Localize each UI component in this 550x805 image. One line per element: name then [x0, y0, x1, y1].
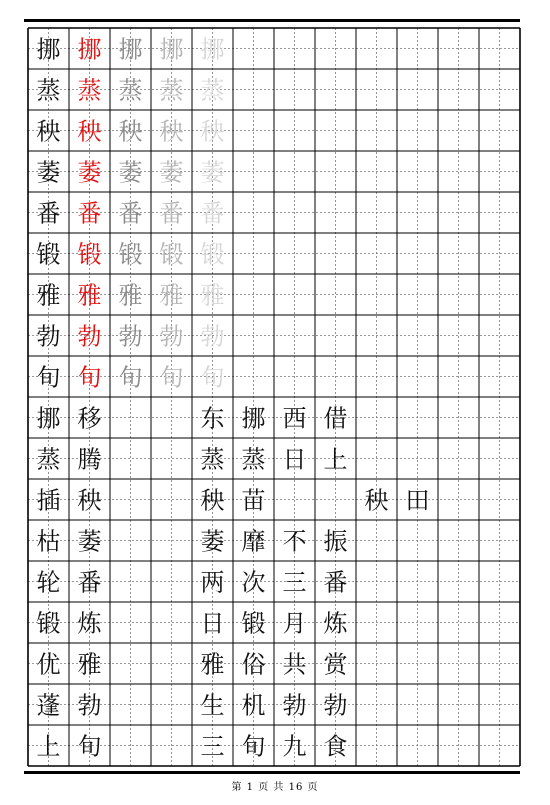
phrase-character: 西 [282, 404, 307, 433]
trace-character: 秧 [118, 117, 143, 146]
phrase-character: 日 [200, 609, 225, 638]
trace-character: 勃 [200, 322, 225, 351]
highlight-character: 勃 [77, 322, 102, 351]
word-character: 上 [36, 732, 61, 761]
phrase-character: 共 [282, 650, 307, 679]
phrase-character: 锻 [241, 609, 266, 638]
trace-character: 蒸 [118, 76, 143, 105]
model-character: 萎 [36, 158, 61, 187]
trace-character: 挪 [118, 35, 143, 64]
phrase-character: 振 [323, 527, 348, 556]
phrase-character: 食 [323, 732, 348, 761]
highlight-character: 蒸 [77, 76, 102, 105]
phrase-character: 挪 [241, 404, 266, 433]
trace-character: 蒸 [200, 76, 225, 105]
trace-character: 番 [159, 199, 184, 228]
highlight-character: 萎 [77, 158, 102, 187]
phrase-character: 勃 [323, 691, 348, 720]
word-character: 腾 [77, 445, 102, 474]
word-character: 番 [77, 568, 102, 597]
phrase-character: 日 [282, 445, 307, 474]
trace-character: 秧 [159, 117, 184, 146]
trace-character: 番 [200, 199, 225, 228]
word-character: 秧 [77, 486, 102, 515]
phrase-character: 机 [241, 691, 266, 720]
phrase-character: 两 [200, 568, 225, 597]
phrase-character: 借 [323, 404, 348, 433]
highlight-character: 旬 [77, 363, 102, 392]
phrase-character: 上 [323, 445, 348, 474]
model-character: 旬 [36, 363, 61, 392]
word-character: 蒸 [36, 445, 61, 474]
trace-character: 旬 [200, 363, 225, 392]
word-character: 挪 [36, 404, 61, 433]
phrase-character: 三 [200, 732, 225, 761]
phrase-character: 勃 [282, 691, 307, 720]
highlight-character: 雅 [77, 281, 102, 310]
phrase-character: 东 [200, 404, 225, 433]
phrase-character: 三 [282, 568, 307, 597]
trace-character: 雅 [159, 281, 184, 310]
phrase-character: 蒸 [241, 445, 266, 474]
phrase-character: 不 [282, 527, 307, 556]
highlight-character: 秧 [77, 117, 102, 146]
word-character: 轮 [36, 568, 61, 597]
phrase-character: 俗 [241, 650, 266, 679]
phrase-character: 月 [282, 609, 307, 638]
word-character: 旬 [77, 732, 102, 761]
trace-character: 勃 [159, 322, 184, 351]
trace-character: 勃 [118, 322, 143, 351]
trace-character: 萎 [200, 158, 225, 187]
phrase-character: 赏 [323, 650, 348, 679]
trace-character: 锻 [200, 240, 225, 269]
phrase-character: 九 [282, 732, 307, 761]
highlight-character: 锻 [77, 240, 102, 269]
highlight-character: 番 [77, 199, 102, 228]
trace-character: 萎 [159, 158, 184, 187]
trace-character: 旬 [118, 363, 143, 392]
trace-character: 蒸 [159, 76, 184, 105]
phrase-character: 旬 [241, 732, 266, 761]
model-character: 秧 [36, 117, 61, 146]
word-character: 萎 [77, 527, 102, 556]
trace-character: 旬 [159, 363, 184, 392]
model-character: 挪 [36, 35, 61, 64]
phrase-character: 番 [323, 568, 348, 597]
trace-character: 番 [118, 199, 143, 228]
trace-character: 秧 [200, 117, 225, 146]
model-character: 锻 [36, 240, 61, 269]
trace-character: 挪 [200, 35, 225, 64]
phrase-character: 靡 [241, 527, 266, 556]
phrase-character: 炼 [323, 609, 348, 638]
model-character: 蒸 [36, 76, 61, 105]
top-rule [24, 19, 520, 22]
word-character: 炼 [77, 609, 102, 638]
word-character: 移 [77, 404, 102, 433]
phrase-character: 苗 [241, 486, 266, 515]
model-character: 勃 [36, 322, 61, 351]
model-character: 番 [36, 199, 61, 228]
word-character: 蓬 [36, 691, 61, 720]
word-character: 枯 [36, 527, 61, 556]
grid-lines [28, 28, 520, 766]
word-character: 优 [36, 650, 61, 679]
trace-character: 雅 [200, 281, 225, 310]
phrase-character: 秧 [200, 486, 225, 515]
trace-character: 萎 [118, 158, 143, 187]
word-character: 插 [36, 486, 61, 515]
highlight-character: 挪 [77, 35, 102, 64]
phrase-character: 蒸 [200, 445, 225, 474]
bottom-rule [24, 771, 520, 774]
model-character: 雅 [36, 281, 61, 310]
phrase-character: 次 [241, 568, 266, 597]
word-character: 勃 [77, 691, 102, 720]
phrase-character: 田 [405, 486, 430, 515]
trace-character: 锻 [159, 240, 184, 269]
page-footer: 第 1 页 共 16 页 [231, 782, 319, 793]
phrase-character: 秧 [364, 486, 389, 515]
phrase-character: 萎 [200, 527, 225, 556]
trace-character: 雅 [118, 281, 143, 310]
phrase-character: 雅 [200, 650, 225, 679]
trace-character: 挪 [159, 35, 184, 64]
word-character: 锻 [36, 609, 61, 638]
word-character: 雅 [77, 650, 102, 679]
trace-character: 锻 [118, 240, 143, 269]
phrase-character: 生 [200, 691, 225, 720]
